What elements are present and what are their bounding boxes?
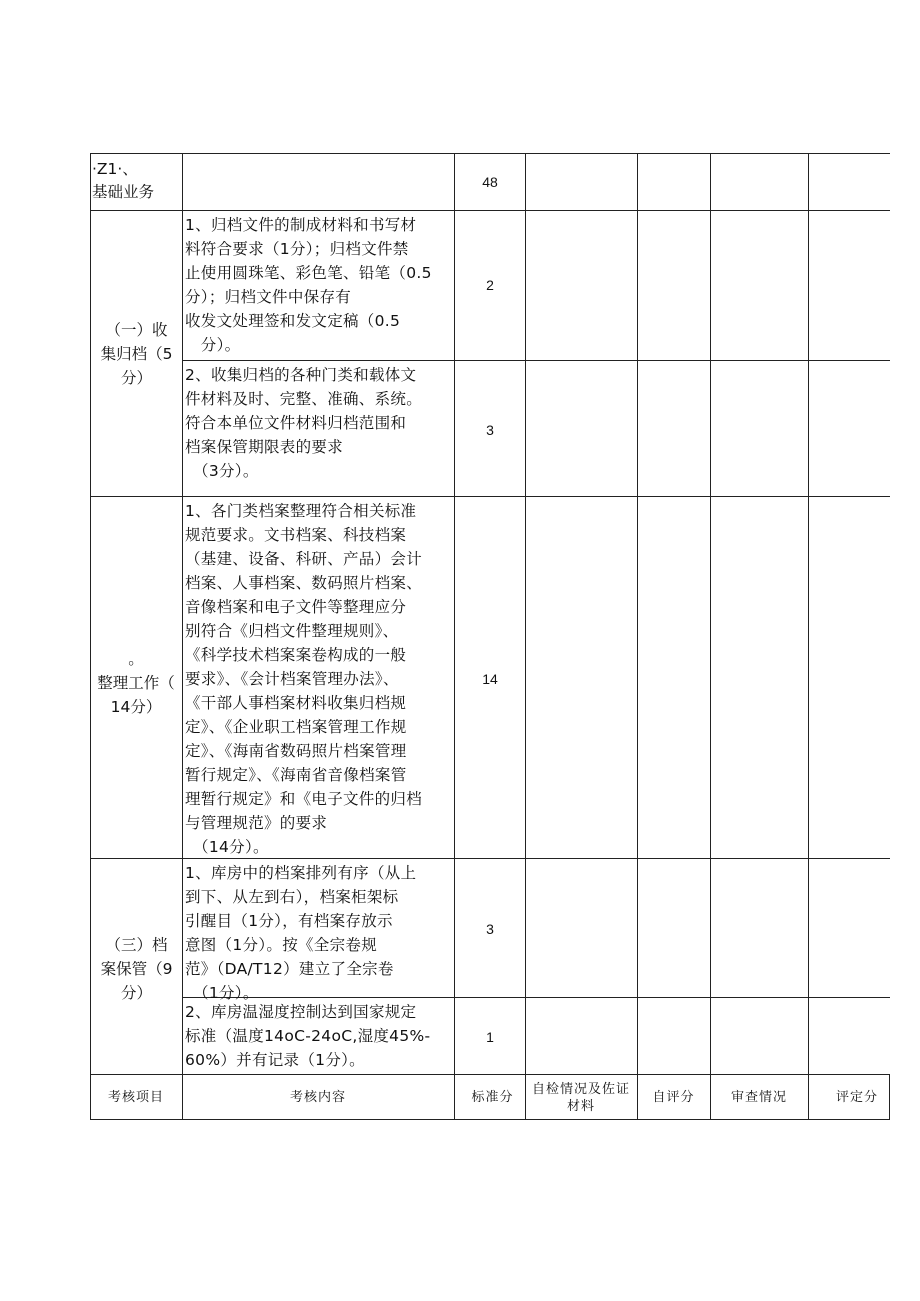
standard-score: 2 (486, 277, 494, 293)
standard-score: 48 (482, 174, 498, 190)
grid-line (90, 210, 890, 211)
content-item: 1、归档文件的制成材料和书写材 料符合要求（1分）；归档文件禁 止使用圆珠笔、彩色笔、铅笔（0.5 分）；归档文件中保存有 收发文处理签和发文定稿（0.5 分）。 (185, 216, 432, 354)
header-item: 考核项目 (107, 1090, 164, 1105)
standard-score: 1 (486, 1029, 494, 1045)
grid-line (90, 496, 890, 497)
content-item: 2、收集归档的各种门类和载体文 件材料及时、完整、准确、系统。 符合本单位文件材料归档范围和 档案保管期限表的要求 （3分）。 (185, 366, 423, 480)
header-self-check: 自检情况及佐证 材料 (531, 1082, 630, 1114)
grid-line (90, 1074, 890, 1075)
standard-score: 3 (486, 422, 494, 438)
category-basic-business: ·Z1·、 基础业务 (92, 160, 155, 201)
grid-line (90, 153, 890, 154)
grid-line (90, 1119, 890, 1120)
content-item: 1、库房中的档案排列有序（从上 到下、从左到右），档案柜架标 引醒目（1分），有档案存放示 意图（1分）。按《全宗卷规 范》（DA/T12）建立了全宗卷 （1分）。 (185, 864, 417, 1002)
grid-line (525, 153, 526, 1120)
header-review: 审查情况 (730, 1090, 787, 1105)
standard-score: 3 (486, 921, 494, 937)
content-item: 1、各门类档案整理符合相关标准 规范要求。文书档案、科技档案 （基建、设备、科研、产品）会计 档案、人事档案、数码照片档案、 音像档案和电子文件等整理应分 别符合《归档文件整理规则》、 《科学技术档案案卷构成的一般 要求》、《会计档案管理办法》、 《干部人事档案材料收集归档规 定》、《企业职工档案管理工作规 定》、《海南省数码照片档案管理 暂行规定》、《海南省音像档案管 理暂行规定》和《电子文件的归档 与管理规范》的要求 （14分）。 (185, 502, 423, 856)
grid-line (182, 360, 890, 361)
standard-score: 14 (482, 671, 498, 687)
category-collection-archiving: （一）收 集归档（5 分） (100, 321, 173, 387)
header-self-score: 自评分 (652, 1090, 695, 1105)
grid-line (182, 153, 183, 1120)
category-archive-storage: （三）档 案保管（9 分） (100, 936, 173, 1002)
header-standard-score: 标准分 (471, 1090, 514, 1105)
grid-line (710, 153, 711, 1120)
content-item: 2、库房温湿度控制达到国家规定 标准（温度14oC-24oC,湿度45%- 60%）并有记录（1分）。 (185, 1003, 431, 1069)
category-organization-work: 。 整理工作（ 14分） (97, 650, 175, 716)
grid-line (808, 153, 809, 1120)
header-content: 考核内容 (289, 1090, 346, 1105)
grid-line (637, 153, 638, 1120)
header-final-score: 评定分 (836, 1090, 879, 1105)
